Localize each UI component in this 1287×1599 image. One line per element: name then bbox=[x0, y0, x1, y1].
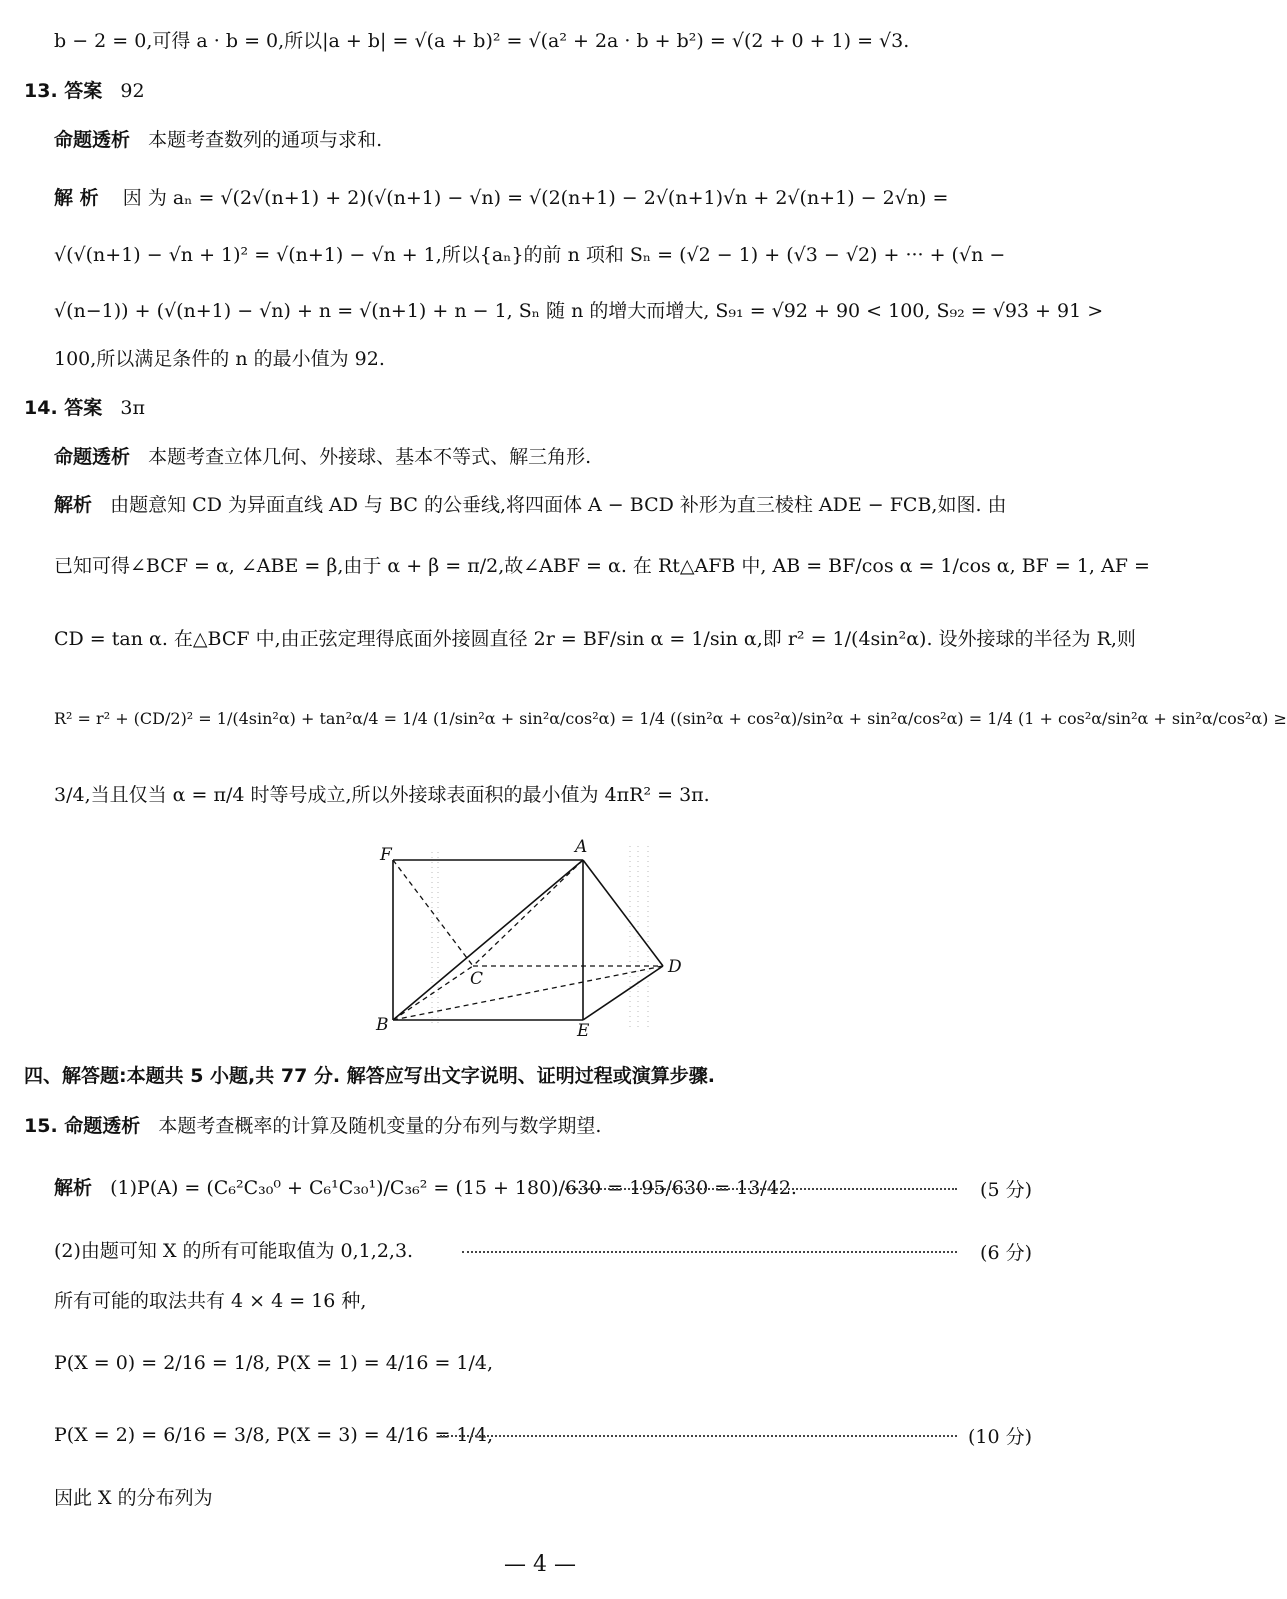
dot-leader bbox=[462, 1251, 957, 1253]
edge-AC bbox=[473, 860, 583, 966]
q14-intent-line bbox=[54, 444, 1080, 470]
score-5: (5 分) bbox=[980, 1179, 1032, 1201]
label-D: D bbox=[668, 957, 682, 977]
q13-intent-line bbox=[54, 127, 1080, 153]
q14-answer: 3π bbox=[120, 397, 145, 419]
score-6: (6 分) bbox=[980, 1242, 1032, 1264]
label-C: C bbox=[470, 969, 484, 989]
label-E: E bbox=[577, 1021, 590, 1041]
q14-sol-tag: 解析 bbox=[54, 494, 93, 516]
q14-solution-line-1 bbox=[54, 492, 1080, 518]
q15-sol-1: (1)P(A) = (C₆²C₃₀⁰ + C₆¹C₃₀¹)/C₃₆² = (15 + 180)/630 = 195/630 = 13/42. bbox=[110, 1177, 797, 1199]
q15-label: 15. 命题透析 bbox=[24, 1115, 141, 1137]
q14-tag: 命题透析 bbox=[54, 446, 131, 468]
q13-sol-1: 因 为 aₙ = √(2√(n+1) + 2)(√(n+1) − √n) = √(2(n+1) − 2√(n+1)√n + 2√(n+1) − 2√n) = bbox=[122, 187, 949, 209]
q15-intent-line bbox=[24, 1113, 1080, 1139]
section-4-heading: 四、解答题:本题共 5 小题,共 77 分. 解答应写出文字说明、证明过程或演算步骤. bbox=[24, 1065, 715, 1087]
prism-figure bbox=[370, 838, 690, 1040]
q14-solution-line-2: 已知可得∠BCF = α, ∠ABE = β,由于 α + β = π/2,故∠ABF = α. 在 Rt△AFB 中, AB = BF/cos α = 1/cos α, BF = 1, AF = bbox=[54, 555, 1150, 577]
page-number: — 4 — bbox=[504, 1552, 576, 1577]
q14-intent: 本题考查立体几何、外接球、基本不等式、解三角形. bbox=[148, 446, 592, 468]
q15-solution-line-6: 因此 X 的分布列为 bbox=[54, 1487, 213, 1509]
formula-line: b − 2 = 0,可得 a · b = 0,所以|a + b| = √(a + b)² = √(a² + 2a · b + b²) = √(2 + 0 + 1) = √3. bbox=[54, 30, 910, 52]
q15-sol-tag: 解析 bbox=[54, 1177, 93, 1199]
q13-tag: 命题透析 bbox=[54, 129, 131, 151]
q14-solution-line-3: CD = tan α. 在△BCF 中,由正弦定理得底面外接圆直径 2r = BF/sin α = 1/sin α,即 r² = 1/(4sin²α). 设外接球的半径为 R,则 bbox=[54, 628, 1136, 650]
q14-sol-1: 由题意知 CD 为异面直线 AD 与 BC 的公垂线,将四面体 A − BCD 补形为直三棱柱 ADE − FCB,如图. 由 bbox=[110, 494, 1007, 516]
label-A: A bbox=[575, 837, 588, 857]
dot-leader bbox=[565, 1188, 957, 1190]
q13-solution-line-1 bbox=[54, 185, 1080, 211]
q14-label: 14. 答案 bbox=[24, 397, 103, 419]
q13-intent: 本题考查数列的通项与求和. bbox=[148, 129, 383, 151]
q13-sol-tag: 解 析 bbox=[54, 187, 99, 209]
q13-solution-line-4: 100,所以满足条件的 n 的最小值为 92. bbox=[54, 348, 385, 370]
q13-answer-line bbox=[24, 78, 1080, 104]
q15-intent: 本题考查概率的计算及随机变量的分布列与数学期望. bbox=[158, 1115, 602, 1137]
q14-solution-line-4: R² = r² + (CD/2)² = 1/(4sin²α) + tan²α/4 = 1/4 (1/sin²α + sin²α/cos²α) = 1/4 ((sin²α + cos²α)/sin²α + sin²α/cos²α) = 1/4 (1 + cos²α/sin²α + sin²α/cos²α) ≥ bbox=[54, 709, 1287, 728]
dot-leader bbox=[440, 1435, 957, 1437]
label-B: B bbox=[376, 1015, 389, 1035]
q14-answer-line bbox=[24, 395, 1080, 421]
label-F: F bbox=[380, 845, 392, 865]
q13-label: 13. 答案 bbox=[24, 80, 103, 102]
q13-answer: 92 bbox=[120, 80, 145, 102]
q15-solution-line-3: 所有可能的取法共有 4 × 4 = 16 种, bbox=[54, 1290, 367, 1312]
edge-AD bbox=[583, 860, 663, 966]
q15-solution-line-5: P(X = 2) = 6/16 = 3/8, P(X = 3) = 4/16 = 1/4, bbox=[54, 1424, 494, 1446]
q15-solution-line-4: P(X = 0) = 2/16 = 1/8, P(X = 1) = 4/16 = 1/4, bbox=[54, 1352, 494, 1374]
edge-BA bbox=[393, 860, 583, 1020]
q15-solution-line-2: (2)由题可知 X 的所有可能取值为 0,1,2,3. bbox=[54, 1240, 414, 1262]
score-10: (10 分) bbox=[967, 1426, 1032, 1448]
q13-solution-line-3: √(n−1)) + (√(n+1) − √n) + n = √(n+1) + n − 1, Sₙ 随 n 的增大而增大, S₉₁ = √92 + 90 < 100, S₉₂ = √93 + 91 > bbox=[54, 300, 1104, 322]
edge-FC bbox=[393, 860, 473, 966]
q13-solution-line-2: √(√(n+1) − √n + 1)² = √(n+1) − √n + 1,所以{aₙ}的前 n 项和 Sₙ = (√2 − 1) + (√3 − √2) + ··· + (√n − bbox=[54, 244, 1006, 266]
q14-solution-line-5: 3/4,当且仅当 α = π/4 时等号成立,所以外接球表面积的最小值为 4πR² = 3π. bbox=[54, 784, 710, 806]
